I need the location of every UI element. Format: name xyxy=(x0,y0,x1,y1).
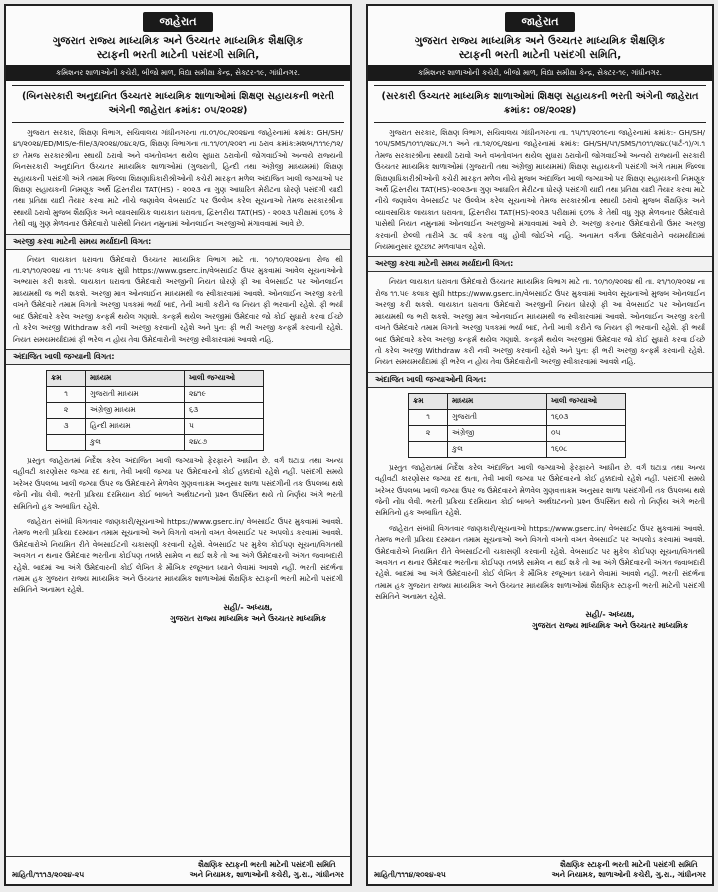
table-header-serial: ક્રમ xyxy=(409,393,448,409)
table-header-medium: માધ્યમ xyxy=(448,393,547,409)
vacancy-note-paragraph: પ્રસ્તુત જાહેરાતમાં નિર્દેશ કરેલ અંદાજિત ખાલી જગ્યાઓ ફેરફારને આધીન છે. વર્ગ ઘટાડા તથા અન્ય વહીવટી કારણોસર જગ્યા રદ થતા, તેવી ખાલી જગ્યા પર ઉમેદવારનો કોઈ હક્કદાવો રહેશે નહીં. પસંદગી સમયે ખરેખર ઉપલબ્ધ ખાલી જગ્યા ઉપર જ ઉમેદવારને મેળવેલ ગુણવત્તાક્રમ અનુસાર શાળા પસંદગીની તક ઉપલબ્ધ થશે જેની નોંધ લેવી. ભરતી પ્રક્રિયા દરમિયાન કોઈ બાબતે અર્થઘટનનો પ્રશ્ન ઉપસ્થિત થયે તો નિર્ણય અંગે ભરતી સમિતિનો હક અબાધિત રહેશે. xyxy=(13,455,343,511)
table-header-vacancies: ખાલી જગ્યાઓ xyxy=(547,393,626,409)
application-period-paragraph: નિયત લાયકાત ધરાવતા ઉમેદવારો ઉચ્ચતર માધ્યમિક વિભાગ માટે તા. ૧૦/૧૦/૨૦૨૪ થી તા. ૨૧/૧૦/૨૦૨૪ ના રોજ ૧૧.૫૯ કલાક સુધી https://www.gserc.in/વેબસાઈટ ઉપર મુકવામાં આવેલ સૂચનાઓ મુજબ ઓનલાઈન અરજી કરી શકશે. લાયકાત ધરાવતા ઉમેદવારો અરજીની નિયત ધોરણે ફી આ વેબસાઈટ પર ઓનલાઈન માધ્યમથી જ ભરી શકશે. અરજી માત્ર ઓનલાઈન માધ્યમથી જ સ્વીકારવામાં આવશે. ઓનલાઈન અરજી કરતી વખતે ઉમેદવારે તમામ વિગતો અરજી પત્રકમાં ભર્યા બાદ, તેની ખાત્રી કરીને જ નિયત ફી ભરવાની રહેશે. ફી ભર્યા બાદ ઉમેદવારે કરેલ અરજી કન્ફર્મ થયેલ ગણાશે. કન્ફર્મ થયેલ અરજીમાં ઉમેદવાર જો કોઈ સુધારો કરવા ઈચ્છે તો કરેલ અરજી Withdraw કરી નવી અરજી કરવાની રહેશે અને પુન: ફી ભરી અરજી કન્ફર્મ કરવાની રહેશે. નિયત સમયમર્યાદામાં ફી ભરેલ ન હોય તેવા ઉમેદવારોની અરજી સ્વીકારવામાં આવશે નહિ. xyxy=(375,277,705,367)
notice-tag-wrap xyxy=(6,10,350,32)
table-row xyxy=(47,386,264,402)
signatory-line3: શૈક્ષણિક સ્ટાફની ભરતી માટેની પસંદગી સમિતિ xyxy=(560,860,698,869)
table-cell: ૫ xyxy=(185,418,264,434)
table-row xyxy=(47,402,264,418)
signature-line1: સહી/- અધ્યક્ષ, xyxy=(585,609,635,619)
intro-paragraph: ગુજરાત સરકાર, શિક્ષણ વિભાગ, સચિવાલય ગાંધીનગરના તા.૦૧/૦૮/૨૦૨૪ના જાહેરનામાં ક્રમાંક: GH/SH/૪૧/૨૦૨૪/ED/MIS/e-file/૩/૨૦૨૪/૦૪૮૨/G, શિક્ષણ વિભાગના તા.૧૧/૦૧/૨૦૨૧ ના ઠરાવ ક્રમાંક:મશબ/૧૧૧૯/૧૨/છ તેમજ સરકારશ્રીના સ્થાયી ઠરાવો અને વખતોવખત થયેલ સુધારા ઠરાવોની જોગવાઈઓ અન્વયે રાજ્યની બિનસરકારી અનુદાનિત ઉચ્ચતર માધ્યમિક શાળાઓમાં (ગુજરાતી, હિન્દી તથા અંગ્રેજી માધ્યમમાં) શિક્ષણ સહાયકની પસંદગી અંગે તમામ જિલ્લા શિક્ષણાધિકારીશ્રીઓની કચેરી મારફત મળેલ અંદાજિત ખાલી જગ્યાઓ પર શિક્ષણ સહાયકની નિમણૂક અર્થે દ્વિસ્તરીય TAT(HS) - ૨૦૨૩ ના ગુણ આધારિત મેરીટના ધોરણે પસંદગી યાદી તથા પ્રતિક્ષા યાદી તૈયાર કરવા માટે નીચે જણાવેલ વેબસાઈટ પર ઉલ્લેખ કરેલ સૂચનાઓ તેમજ સરકારશ્રીના સ્થાયી ઠરાવો મુજબ શૈક્ષણિક અને વ્યાવસાયિક લાયકાત ધરાવતા, દ્વિસ્તરીય TAT(HS) - ૨૦૨૩ પરીક્ષામાં ૬૦% કે તેથી વધુ ગુણ મેળવનાર ઉમેદવારો પાસેથી નિયત નમુનામાં ઓનલાઈન અરજીઓ મંગાવવામાં આવે છે. xyxy=(13,128,343,229)
org-name-line1: ગુજરાત રાજ્ય માધ્યમિક અને ઉચ્ચતર માધ્યમિક શૈક્ષણિક xyxy=(414,35,666,47)
table-header-row xyxy=(409,393,626,409)
table-row-total xyxy=(47,434,264,450)
notice-tag-wrap xyxy=(368,10,712,32)
notice-advertisement-05-2024 xyxy=(4,4,352,886)
table-cell: અંગ્રેજી માધ્યમ xyxy=(86,402,185,418)
website-info-paragraph: જાહેરાત સંબંધી વિગતવાર જાણકારી/સૂચનાઓ https://www.gserc.in/ વેબસાઈટ ઉપર મુકવામાં આવશે. તેમજ ભરતી પ્રક્રિયા દરમ્યાન તમામ સૂચનાઓ અને વિગતો વખતો વખત વેબસાઈટ પર અપલોડ કરવામાં આવશે. ઉમેદવારોએ નિયમિત રીતે વેબસાઈટની ચકાસણી કરવાની રહેશે. વેબસાઈટ પર મુકેલ કોઈપણ સૂચના/વિગતથી અવગત ન થનાર ઉમેદવાર ભરતીના કોઈપણ તબક્કે સામેલ ન થઈ શકે તો આ અંગે ઉમેદવારની અંગત જવાબદારી રહેશે. બાદમાં આ અંગે ઉમેદવારની કોઈ લેખિત કે મૌખિક રજૂઆત ધ્યાને લેવામાં આવશે નહીં. ભરતી સંદર્ભના તમામ હક ગુજરાત રાજ્ય માધ્યમિક અને ઉચ્ચતર માધ્યમિક શાળાઓમાં શૈક્ષણિક સ્ટાફની ભરતી માટેની પસંદગી સમિતિને અનામત રહેશે. xyxy=(375,523,705,602)
advertisement-subject: (સરકારી ઉચ્ચતર માધ્યમિક શાળાઓમાં શિક્ષણ સહાયકની ભરતી અંગેની જાહેરાત ક્રમાંક: ૦૪/૨૦૨૪) xyxy=(374,85,706,123)
section-heading-application-period: અરજી કરવા માટેની સમય મર્યાદાની વિગત: xyxy=(368,256,712,272)
table-row xyxy=(409,425,626,441)
table-cell: ગુજરાતી માધ્યમ xyxy=(86,386,185,402)
table-cell: ૨૪૮૭ xyxy=(185,434,264,450)
table-header-medium: માધ્યમ xyxy=(86,370,185,386)
table-cell: ૨ xyxy=(409,425,448,441)
table-row xyxy=(47,418,264,434)
info-reference-number: માહિતી/૧૧૧૪/૨૦૨૪-૨૫ xyxy=(374,870,446,879)
org-name-line1: ગુજરાત રાજ્ય માધ્યમિક અને ઉચ્ચતર માધ્યમિક શૈક્ષણિક xyxy=(52,35,304,47)
table-cell: ૧૬૦૩ xyxy=(547,409,626,425)
signatory-line4: અને નિયામક, શાળાઓની કચેરી, ગુ.રા., ગાંધીનગર xyxy=(551,870,706,879)
signatory-office xyxy=(552,860,706,880)
vacancy-table xyxy=(46,370,264,451)
table-cell: અંગ્રેજી xyxy=(448,425,547,441)
application-period-paragraph: નિયત લાયકાત ધરાવતા ઉમેદવારો ઉચ્ચતર માધ્યમિક વિભાગ માટે તા. ૧૦/૧૦/૨૦૨૪ના રોજ થી તા.૨૧/૧૦/૨૦૨૪ ના ૧૧:૫૯ કલાક સુધી https://www.gserc.in/વેબસાઈટ ઉપર મુકવામાં આવેલ સૂચનાઓનો અભ્યાસ કરી શકશે. લાયકાત ધરાવતા ઉમેદવારો અરજીની નિયત ધોરણે ફી આ વેબસાઈટ પર ઓનલાઈન માધ્યમથી જ ભરી શકશે. અરજી માત્ર ઓનલાઈન માધ્યમથી જ સ્વીકારવામાં આવશે. ઓનલાઈન અરજી કરતી વખતે ઉમેદવારે તમામ વિગતો અરજી પત્રકમાં ભર્યા બાદ, તેની ખાત્રી કરીને જ નિયત ફી ભરવાની રહેશે. ફી ભર્યા બાદ ઉમેદવારે કરેલ અરજી કન્ફર્મ થયેલ ગણાશે. કન્ફર્મ થયેલ અરજીમાં ઉમેદવાર જો કોઈ સુધારો કરવા ઈચ્છે તો કરેલ અરજી Withdraw કરી નવી અરજી કરવાની રહેશે અને પુન: ફી ભરી અરજી કન્ફર્મ કરવાની રહેશે. નિયત સમયમર્યાદામાં ફી ભરેલ ન હોય તેવા ઉમેદવારોની અરજી સ્વીકારવામાં આવશે નહિ. xyxy=(13,254,343,344)
notice-footer xyxy=(6,856,350,884)
office-address: કમિશનર શાળાઓની કચેરી, બીજો માળ, વિદ્યા સમીક્ષા કેન્દ્ર, સેક્ટર-૧૯, ગાંધીનગર. xyxy=(6,65,350,81)
intro-paragraph: ગુજરાત સરકાર, શિક્ષણ વિભાગ, સચિવાલય ગાંધીનગરના તા. ૧૫/૧૧/૨૦૧૯ના જાહેરનામાં ક્રમાંક:- GH/SH/૧૦૫/SMS/૧૦૧૧/૨૪૮/ગ.૧ અને તા.૧૨/૦૬/૨૪ના જાહેરનામાં ક્રમાંક: GH/SH/૫૧/SMS/૧૦૧૧/૨૪૮(પાર્ટ-૧)/ગ.૧ તેમજ સરકારશ્રીના સ્થાયી ઠરાવો અને વખતોવખત થયેલ સુધારા ઠરાવોની જોગવાઈઓ અન્વયે રાજ્યની સરકારી ઉચ્ચતર માધ્યમિક શાળાઓમાં (ગુજરાતી તથા અંગ્રેજી માધ્યમમાં) શિક્ષણ સહાયકની પસંદગી અંગે તમામ જિલ્લા શિક્ષણાધિકારીશ્રીઓની કચેરી મારફત મળેલ નીચે મુજબ અંદાજિત ખાલી જગ્યાઓ પર શિક્ષણ સહાયકની નિમણૂક અર્થે દ્વિસ્તરીય TAT(HS)-૨૦૨૩ના ગુણ આધારિત મેરીટના ધોરણે પસંદગી યાદી તથા પ્રતિક્ષા યાદી તૈયાર કરવા માટે નીચે જણાવેલ વેબસાઈટ પર ઉલ્લેખ કરેલ સૂચનાઓ તેમજ સરકારશ્રીના સ્થાયી ઠરાવો મુજબ શૈક્ષણિક અને વ્યાવસાયિક લાયકાત ધરાવતા, દ્વિસ્તરીય TAT(HS)-૨૦૨૩ પરીક્ષામાં ૬૦% કે તેથી વધુ ગુણ મેળવનાર ઉમેદવારો પાસેથી નિયત નમુનામાં ઓનલાઈન અરજીઓ મંગાવવામાં આવે છે. અરજી કરનાર ઉમેદવારોની ઉમર અરજી કરવાની છેલ્લી તારીખે ૩૮ વર્ષ કરતા વધુ હોવી જોઈએ નહિ. અનામત વર્ગના ઉમેદવારોને વયમર્યાદામાં નિયમાનુસાર છૂટછાટ મળવાપાત્ર રહેશે. xyxy=(375,128,705,252)
table-cell: ૩ xyxy=(47,418,86,434)
org-name-line2: સ્ટાફની ભરતી માટેની પસંદગી સમિતિ, xyxy=(458,49,622,61)
table-row-total xyxy=(409,441,626,457)
table-cell: ૧ xyxy=(47,386,86,402)
org-name xyxy=(368,32,712,62)
table-cell: ૨૪૧૯ xyxy=(185,386,264,402)
org-name xyxy=(6,32,350,62)
notice-footer xyxy=(368,856,712,884)
table-cell: ગુજરાતી xyxy=(448,409,547,425)
notice-tag: જાહેરાત xyxy=(143,12,212,32)
notice-tag: જાહેરાત xyxy=(505,12,574,32)
table-row xyxy=(409,409,626,425)
table-cell xyxy=(47,434,86,450)
table-header-vacancies: ખાલી જગ્યાઓ xyxy=(185,370,264,386)
signatory-line4: અને નિયામક, શાળાઓની કચેરી, ગુ.રા., ગાંધીનગર xyxy=(189,870,344,879)
table-cell: ૧ xyxy=(409,409,448,425)
table-header-row xyxy=(47,370,264,386)
table-cell xyxy=(409,441,448,457)
table-cell: હિન્દી માધ્યમ xyxy=(86,418,185,434)
table-cell: ૨ xyxy=(47,402,86,418)
advertisement-subject: (બિનસરકારી અનુદાનિત ઉચ્ચતર માધ્યમિક શાળાઓમાં શિક્ષણ સહાયકની ભરતી અંગેની જાહેરાત ક્રમાંક: ૦૫/૨૦૨૪) xyxy=(12,85,344,123)
vacancy-note-paragraph: પ્રસ્તુત જાહેરાતમાં નિર્દેશ કરેલ અંદાજિત ખાલી જગ્યાઓ ફેરફારને આધીન છે. વર્ગ ઘટાડા તથા અન્ય વહીવટી કારણોસર જગ્યા રદ થતા, તેવી ખાલી જગ્યા પર ઉમેદવારનો કોઈ હક્કદાવો રહેશે નહીં. પસંદગી સમયે ખરેખર ઉપલબ્ધ ખાલી જગ્યા ઉપર જ ઉમેદવારને મેળવેલ ગુણવત્તાક્રમ અનુસાર શાળા પસંદગીની તક ઉપલબ્ધ થશે જેની નોંધ લેવી. ભરતી પ્રક્રિયા દરમિયાન કોઈ બાબતે અર્થઘટનનો પ્રશ્ન ઉપસ્થિત થયે તો નિર્ણય અંગે ભરતી સમિતિનો હક અબાધિત રહેશે. xyxy=(375,462,705,518)
website-info-paragraph: જાહેરાત સંબંધી વિગતવાર જાણકારી/સૂચનાઓ https://www.gserc.in/ વેબસાઈટ ઉપર મુકવામાં આવશે. તેમજ ભરતી પ્રક્રિયા દરમ્યાન તમામ સૂચનાઓ અને વિગતો વખતો વખત વેબસાઈટ પર અપલોડ કરવામાં આવશે. ઉમેદવારોએ નિયમિત રીતે વેબસાઈટની ચકાસણી કરવાની રહેશે. વેબસાઈટ પર મુકેલ કોઈપણ સૂચના/વિગતથી અવગત ન થનાર ઉમેદવાર ભરતીના કોઈપણ તબક્કે સામેલ ન થઈ શકે તો આ અંગે ઉમેદવારની અંગત જવાબદારી રહેશે. બાદમાં આ અંગે ઉમેદવારની કોઈ લેખિત કે મૌખિક રજૂઆત ધ્યાને લેવામાં આવશે નહીં. ભરતી સંદર્ભના તમામ હક ગુજરાત રાજ્ય માધ્યમિક અને ઉચ્ચતર માધ્યમિક શાળાઓમાં શૈક્ષણિક સ્ટાફની ભરતી માટેની પસંદગી સમિતિને અનામત રહેશે. xyxy=(13,516,343,595)
vacancy-table xyxy=(408,393,626,458)
signature-block xyxy=(13,602,343,624)
signatory-line3: શૈક્ષણિક સ્ટાફની ભરતી માટેની પસંદગી સમિતિ xyxy=(198,860,336,869)
section-heading-application-period: અરજી કરવા માટેની સમય મર્યાદાની વિગત: xyxy=(6,234,350,250)
table-cell: ૦૫ xyxy=(547,425,626,441)
signatory-office xyxy=(190,860,344,880)
signature-line2: ગુજરાત રાજ્ય માધ્યમિક અને ઉચ્ચતર માધ્યમિક xyxy=(532,620,688,630)
signature-block xyxy=(375,609,705,631)
signature-line2: ગુજરાત રાજ્ય માધ્યમિક અને ઉચ્ચતર માધ્યમિક xyxy=(170,613,326,623)
office-address: કમિશનર શાળાઓની કચેરી, બીજો માળ, વિદ્યા સમીક્ષા કેન્દ્ર, સેક્ટર-૧૯, ગાંધીનગર. xyxy=(368,65,712,81)
org-name-line2: સ્ટાફની ભરતી માટેની પસંદગી સમિતિ, xyxy=(96,49,260,61)
table-header-serial: ક્રમ xyxy=(47,370,86,386)
signature-line1: સહી/- અધ્યક્ષ, xyxy=(223,602,273,612)
table-cell: કુલ xyxy=(448,441,547,457)
section-heading-vacancies: અંદાજિત ખાલી જગ્યાઓની વિગત: xyxy=(368,372,712,388)
section-heading-vacancies: અંદાજિત ખાલી જગ્યાની વિગત: xyxy=(6,349,350,365)
info-reference-number: માહિતી/૧૧૧૩/૨૦૨૪-૨૫ xyxy=(12,870,85,879)
table-cell: ૧૬૦૮ xyxy=(547,441,626,457)
table-cell: કુલ xyxy=(86,434,185,450)
notice-advertisement-04-2024 xyxy=(366,4,714,886)
table-cell: ૬૩ xyxy=(185,402,264,418)
